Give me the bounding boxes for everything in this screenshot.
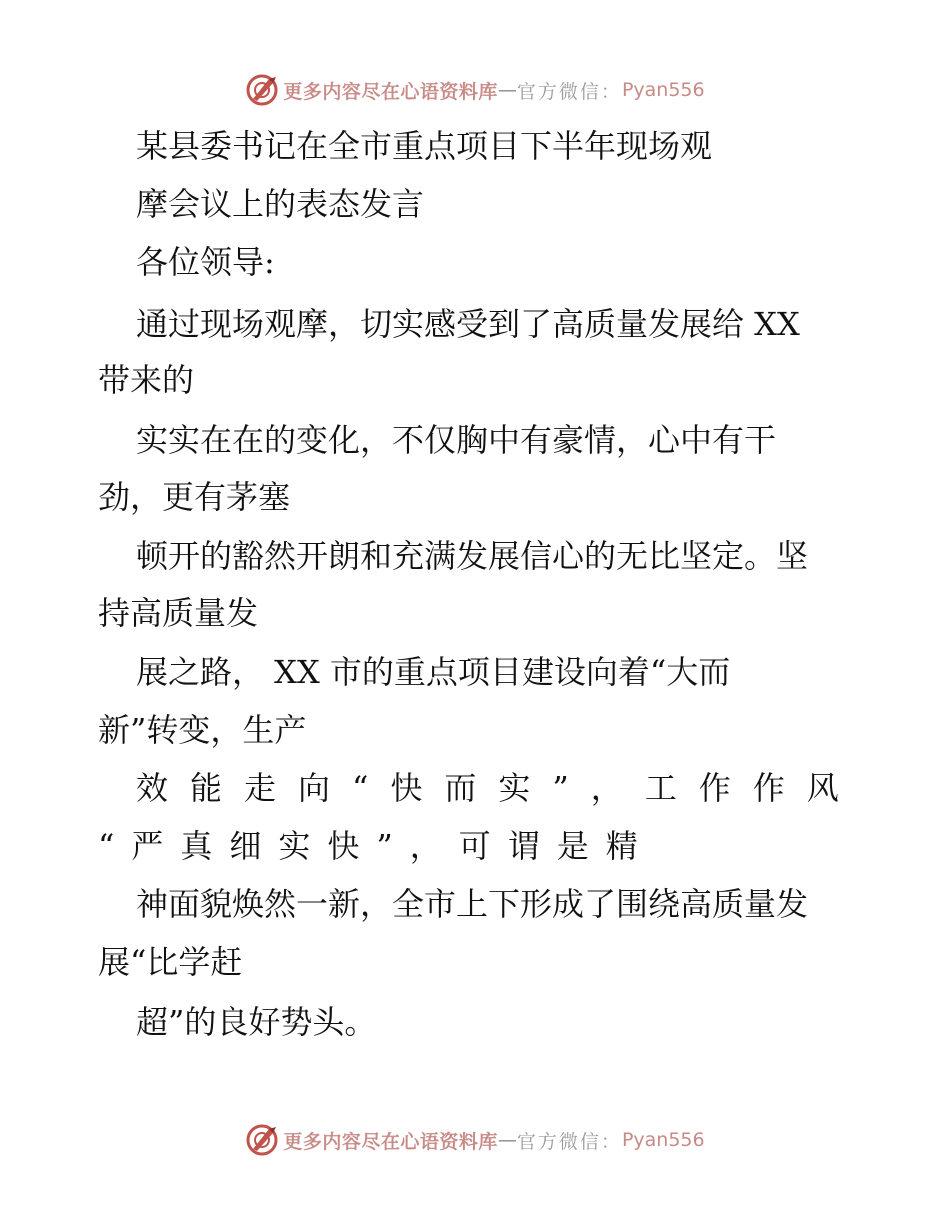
document-title-line1: 某县委书记在全市重点项目下半年现场观 — [136, 127, 713, 165]
banner-wechat-id: Pyan556 — [621, 79, 705, 101]
banner-wechat-id: Pyan556 — [621, 1129, 705, 1151]
paragraph-line: 实实在在的变化，不仅胸中有豪情，心中有干 — [136, 421, 777, 459]
document-title-line2: 摩会议上的表态发言 — [136, 185, 425, 223]
pen-logo-icon — [245, 73, 279, 107]
paragraph-line: 神面貌焕然一新，全市上下形成了围绕高质量发 — [136, 885, 809, 923]
banner-lead-text: 更多内容尽在心语资料库 — [283, 80, 498, 103]
paragraph-line: 带来的 — [98, 361, 195, 399]
banner-dash: — — [497, 1129, 517, 1151]
paragraph-line: 顿开的豁然开朗和充满发展信心的无比坚定。坚 — [136, 537, 809, 575]
paragraph-line: “严真细实快”，可谓是精 — [98, 827, 655, 865]
paragraph-line: 劲，更有茅塞 — [98, 478, 291, 516]
paragraph-line: 持高质量发 — [98, 594, 259, 632]
banner-official-label: 官方微信： — [516, 80, 622, 103]
paragraph-line: 展“比学赶 — [98, 943, 243, 981]
banner-lead-text: 更多内容尽在心语资料库 — [283, 1130, 498, 1153]
paragraph-line: 通过现场观摩，切实感受到了高质量发展给 XX — [136, 305, 800, 343]
footer-banner — [0, 1120, 950, 1160]
banner-dash: — — [497, 79, 517, 101]
paragraph-line: 效能走向“快而实”，工作作风 — [136, 769, 861, 807]
banner-official-label: 官方微信： — [516, 1130, 622, 1153]
pen-logo-icon — [245, 1123, 279, 1157]
paragraph-line: 超”的良好势头。 — [136, 1003, 377, 1041]
paragraph-line: 展之路， XX 市的重点项目建设向着“大而 — [136, 653, 731, 691]
paragraph-line: 新”转变，生产 — [98, 711, 307, 749]
salutation: 各位领导: — [136, 243, 275, 281]
header-banner — [0, 70, 950, 110]
